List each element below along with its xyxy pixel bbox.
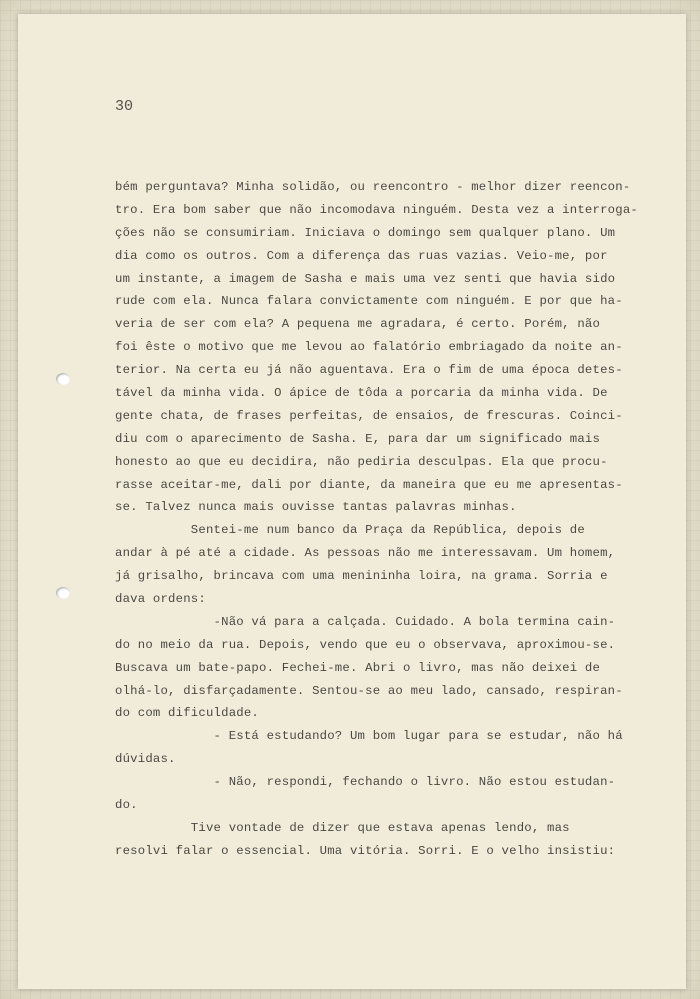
text-line: foi êste o motivo que me levou ao falatório embriagado da noite an- — [115, 340, 623, 355]
text-line: honesto ao que eu decidira, não pediria desculpas. Ela que procu- — [115, 454, 608, 469]
text-line: - Está estudando? Um bom lugar para se estudar, não há — [115, 729, 623, 744]
punch-hole-top — [56, 373, 70, 385]
text-line: diu com o aparecimento de Sasha. E, para dar um significado mais — [115, 431, 601, 446]
text-line: Tive vontade de dizer que estava apenas lendo, mas — [115, 820, 570, 835]
text-line: já grisalho, brincava com uma menininha loira, na grama. Sorria e — [115, 569, 608, 584]
text-line: - Não, respondi, fechando o livro. Não estou estudan- — [115, 775, 616, 790]
text-line: veria de ser com ela? A pequena me agradara, é certo. Porém, não — [115, 317, 601, 332]
text-line: do com dificuldade. — [115, 706, 260, 721]
text-line: do no meio da rua. Depois, vendo que eu o observava, aproximou-se. — [115, 637, 616, 652]
text-line: tável da minha vida. O ápice de tôda a porcaria da minha vida. De — [115, 386, 608, 401]
text-line: rasse aceitar-me, dali por diante, da maneira que eu me apresentas- — [115, 477, 623, 492]
text-line: tro. Era bom saber que não incomodava ninguém. Desta vez a interroga- — [115, 202, 638, 217]
text-line: bém perguntava? Minha solidão, ou reencontro - melhor dizer reencon- — [115, 180, 631, 194]
text-line: ções não se consumiriam. Iniciava o domingo sem qualquer plano. Um — [115, 225, 616, 240]
text-line: Sentei-me num banco da Praça da República, depois de — [115, 523, 585, 538]
text-line: resolvi falar o essencial. Uma vitória. Sorri. E o velho insistiu: — [115, 843, 616, 858]
punch-hole-bottom — [56, 587, 70, 599]
text-line: andar à pé até a cidade. As pessoas não me interessavam. Um homem, — [115, 546, 616, 561]
body-text — [115, 176, 638, 863]
text-line: -Não vá para a calçada. Cuidado. A bola termina cain- — [115, 614, 616, 629]
text-line: do. — [115, 798, 138, 813]
text-line: dava ordens: — [115, 592, 206, 607]
page-number: 30 — [115, 98, 134, 115]
text-line: olhá-lo, disfarçadamente. Sentou-se ao meu lado, cansado, respiran- — [115, 683, 623, 698]
text-line: dia como os outros. Com a diferença das ruas vazias. Veio-me, por — [115, 248, 608, 263]
text-line: gente chata, de frases perfeitas, de ensaios, de frescuras. Coinci- — [115, 408, 623, 423]
text-line: rude com ela. Nunca falara convictamente com ninguém. E por que ha- — [115, 294, 623, 309]
text-line: Buscava um bate-papo. Fechei-me. Abri o livro, mas não deixei de — [115, 660, 601, 675]
text-line: dúvidas. — [115, 752, 176, 767]
text-line: se. Talvez nunca mais ouvisse tantas palavras minhas. — [115, 500, 517, 515]
text-line: terior. Na certa eu já não aguentava. Era o fim de uma época detes- — [115, 363, 623, 378]
text-line: um instante, a imagem de Sasha e mais uma vez senti que havia sido — [115, 271, 616, 286]
